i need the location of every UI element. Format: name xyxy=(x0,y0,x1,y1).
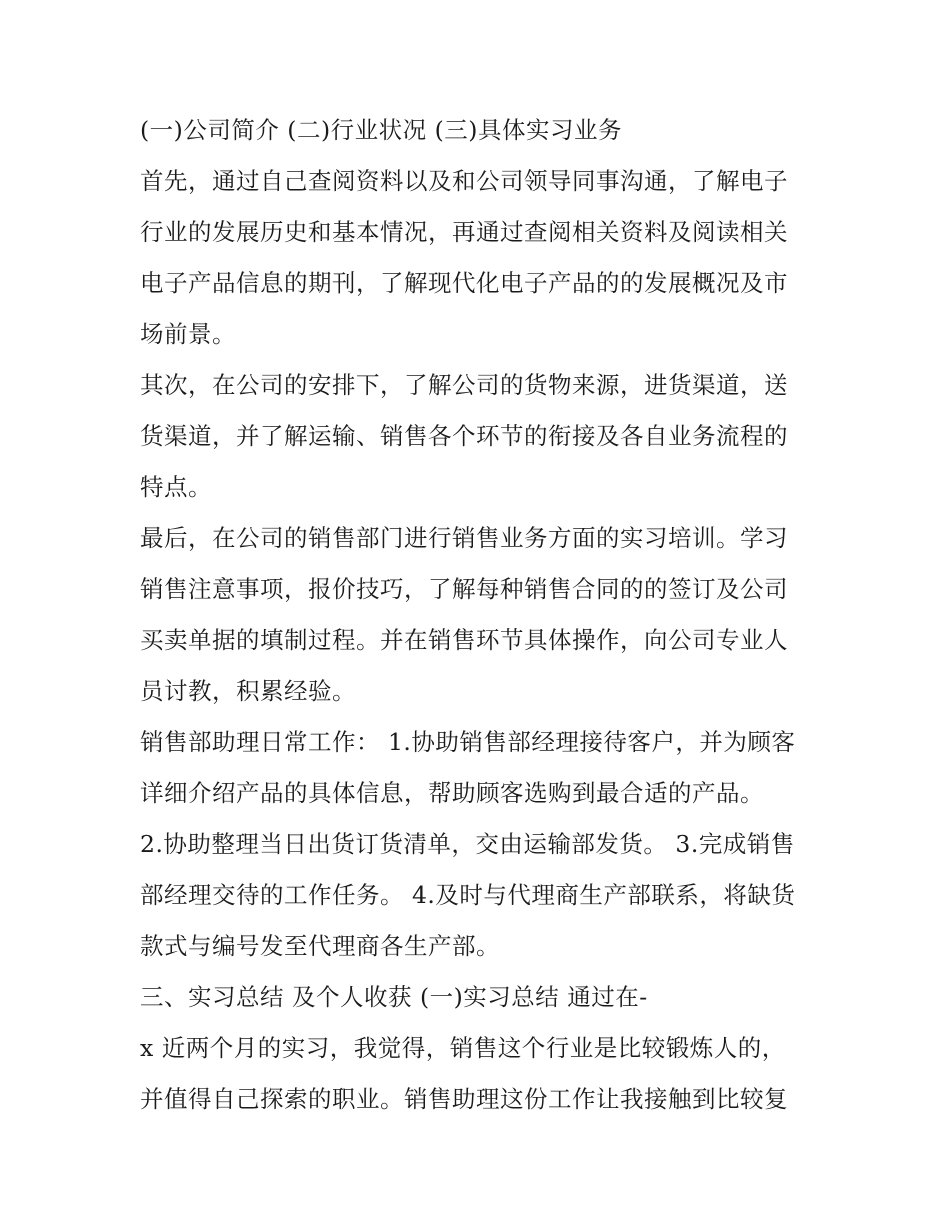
text-line: 2.协助整理当日出货订货清单，交由运输部发货。 3.完成销售 xyxy=(140,830,795,858)
text-line: 并值得自己探索的职业。销售助理这份工作让我接触到比较复 xyxy=(140,1085,788,1113)
text-line: 销售部助理日常工作： 1.协助销售部经理接待客户，并为顾客 xyxy=(140,728,796,756)
text-line: 最后，在公司的销售部门进行销售业务方面的实习培训。学习 xyxy=(140,524,788,552)
text-line: 三、实习总结 及个人收获 (一)实习总结 通过在- xyxy=(140,983,648,1011)
text-line: 员讨教，积累经验。 xyxy=(140,677,356,705)
text-line: 销售注意事项，报价技巧，了解每种销售合同的的签订及公司 xyxy=(140,575,788,603)
text-line: 电子产品信息的期刊，了解现代化电子产品的的发展概况及市 xyxy=(140,269,788,297)
text-line: 款式与编号发至代理商各生产部。 xyxy=(140,932,500,960)
text-line: 其次，在公司的安排下，了解公司的货物来源，进货渠道，送 xyxy=(140,371,788,399)
text-line: 特点。 xyxy=(140,473,212,501)
text-line: 首先，通过自己查阅资料以及和公司领导同事沟通，了解电子 xyxy=(140,167,788,195)
text-line: 货渠道，并了解运输、销售各个环节的衔接及各自业务流程的 xyxy=(140,422,788,450)
text-line: 行业的发展历史和基本情况，再通过查阅相关资料及阅读相关 xyxy=(140,218,788,246)
text-line: 详细介绍产品的具体信息，帮助顾客选购到最合适的产品。 xyxy=(140,779,764,807)
text-line: 部经理交待的工作任务。 4.及时与代理商生产部联系，将缺货 xyxy=(140,881,796,909)
document-body xyxy=(140,105,830,1125)
text-line: 场前景。 xyxy=(140,320,236,348)
text-line: 买卖单据的填制过程。并在销售环节具体操作，向公司专业人 xyxy=(140,626,788,654)
text-line: (一)公司简介 (二)行业状况 (三)具体实习业务 xyxy=(140,116,622,144)
text-line: x 近两个月的实习，我觉得，销售这个行业是比较锻炼人的， xyxy=(140,1034,786,1062)
